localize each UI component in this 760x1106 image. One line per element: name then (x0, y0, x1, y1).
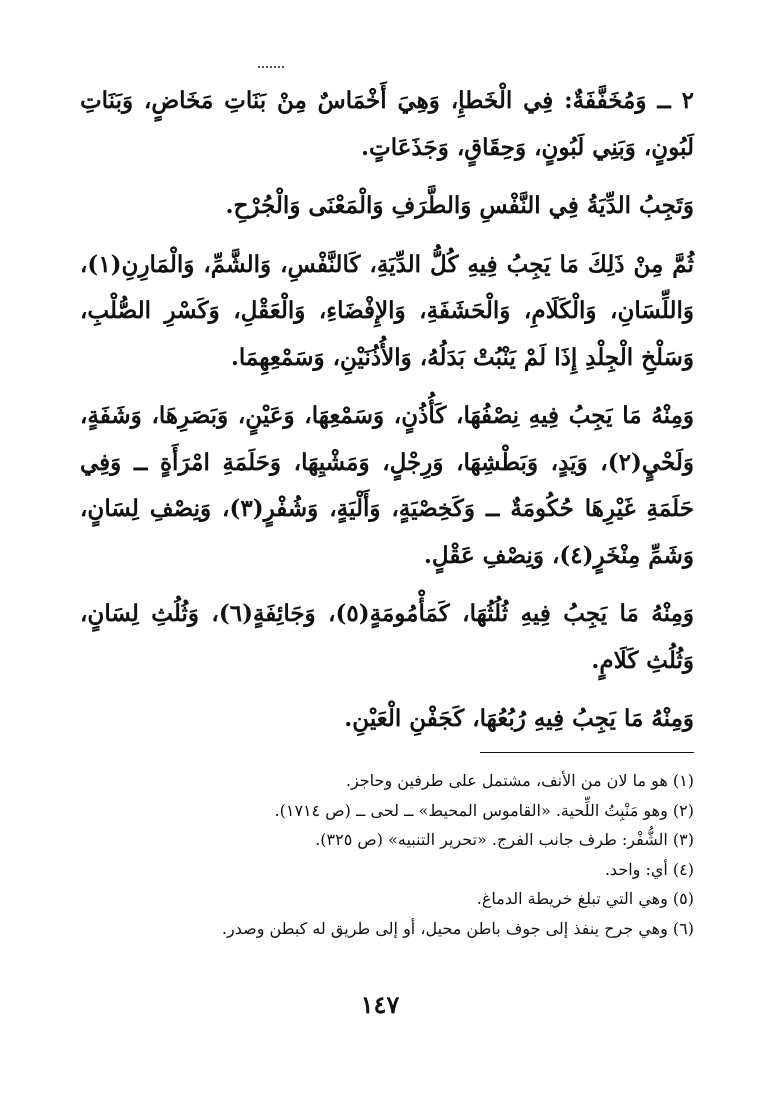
paragraph-half-diya: وَمِنْهُ مَا يَجِبُ فِيهِ نِصْفُهَا، كَأُذُنٍ، وَسَمْعِهَا، وَعَيْنٍ، وَبَصَرِهَا، وَشَفَةٍ، وَلَحْيٍ(٢)، وَيَدٍ، وَبَطْشِهَا، وَرِجْلٍ، وَمَشْيِهَا، وَحَلَمَةِ امْرَأَةٍ ــ وَفِي حَلَمَةِ غَيْرِهَا حُكُومَةٌ ــ وَكَخِصْيَةٍ، وَأَلْيَةٍ، وَشُفْرٍ(٣)، وَنِصْفِ لِسَانٍ، وَشَمِّ مِنْخَرٍ(٤)، وَنِصْفِ عَقْلٍ. (80, 402, 694, 569)
footnote-4: (٤) أي: واحد. (604, 859, 694, 879)
paragraph-third-diya: وَمِنْهُ مَا يَجِبُ فِيهِ ثُلُثُهَا، كَمَأْمُومَةٍ(٥)، وَجَائِفَةٍ(٦)، وَثُلُثِ لِسَانٍ، وَثُلُثِ كَلَامٍ. (80, 600, 695, 674)
footnote-divider (480, 752, 694, 753)
footnote-6: (٦) وهي جرح ينفذ إلى جوف باطن محيل، أو إلى طريق له كبطن وصدر. (221, 918, 694, 938)
header-mark (258, 66, 284, 68)
footnote-1: (١) هو ما لان من الأنف، مشتمل على طرفين وحاجز. (345, 771, 694, 790)
footnote-5: (٥) وهي التي تبلغ خريطة الدماغ. (476, 889, 694, 908)
paragraph-mukhaffafa: ٢ ــ وَمُخَفَّفَةٌ: فِي الْخَطإِ، وَهِيَ أَخْمَاسٌ مِنْ بَنَاتِ مَخَاضٍ، وَبَنَاتِ لَبُونٍ، وَبَنِي لَبُونٍ، وَحِقَاقٍ، وَجَذَعَاتٍ. (80, 87, 694, 161)
paragraph-full-diya: ثُمَّ مِنْ ذَلِكَ مَا يَجِبُ فِيهِ كُلُّ الدِّيَةِ، كَالنَّفْسِ، وَالشَّمِّ، وَالْمَارِنِ(١)، وَاللِّسَانِ، وَالْكَلَامِ، وَالْحَشَفَةِ، وَالإِفْضَاءِ، وَالْعَقْلِ، وَكَسْرِ الصُّلْبِ، وَسَلْخِ الْجِلْدِ إِذَا لَمْ يَنْبُتْ بَدَلُهُ، وَالأُذُنَيْنِ، وَسَمْعِهِمَا. (80, 250, 694, 371)
footnotes (80, 766, 694, 943)
page-number: ١٤٧ (360, 990, 400, 1019)
main-text (80, 78, 694, 743)
paragraph-diya-obligation: وَتَجِبُ الدِّيَةُ فِي النَّفْسِ وَالطَّرَفِ وَالْمَعْنَى وَالْجُرْحِ. (225, 192, 694, 219)
footnote-2: (٢) وهو مَنْبِتُ اللِّحية. «القاموس المحيط» ــ لحى ــ (ص ١٧١٤). (274, 800, 694, 820)
footnote-3: (٣) الشُّفْر: طرف جانب الفرج. «تحرير التنبيه» (ص ٣٢٥). (315, 830, 694, 849)
paragraph-quarter-diya: وَمِنْهُ مَا يَجِبُ فِيهِ رُبُعُهَا، كَجَفْنِ الْعَيْنِ. (344, 705, 694, 732)
